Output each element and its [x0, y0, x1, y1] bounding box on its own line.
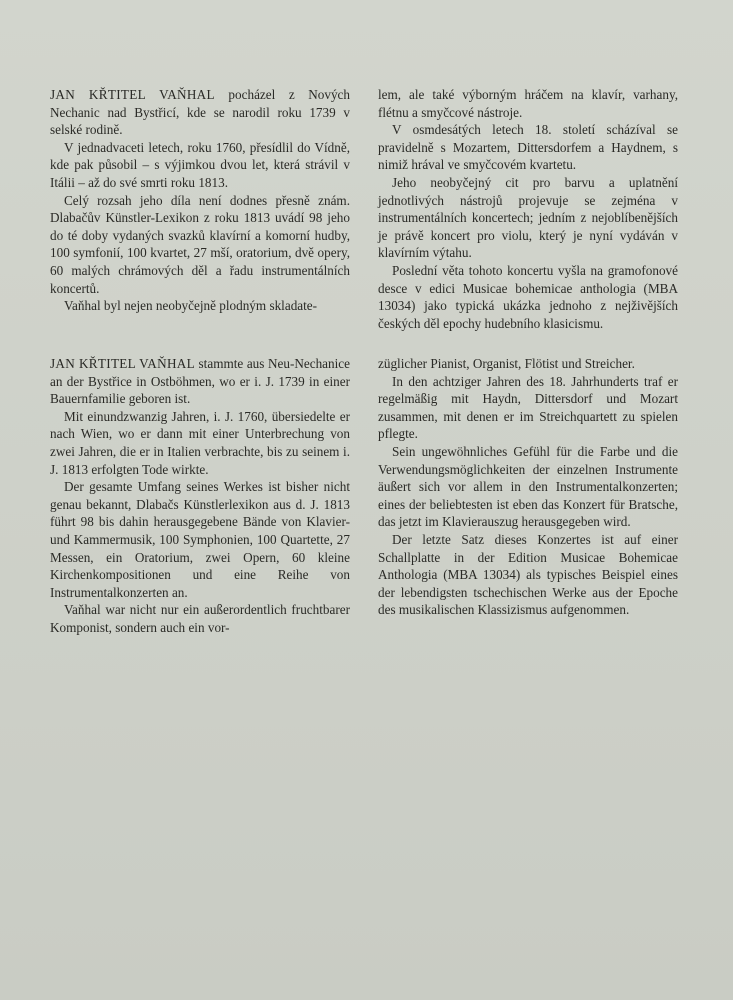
czech-paragraph-5: lem, ale také výborným hráčem na klavír, varhany, flétnu a smyčcové nástroje.: [378, 87, 678, 120]
german-paragraph-4: Vaňhal war nicht nur ein außerordentlich fruchtbarer Komponist, sondern auch ein vor-: [50, 602, 350, 635]
czech-left-column: [50, 86, 350, 315]
german-paragraph-2: Mit einundzwanzig Jahren, i. J. 1760, übersiedelte er nach Wien, wo er dann mit einer Unterbrechung von zwei Jahren, die er in Italien verbrachte, bis zu seinem i. J. 1813 erfolgten Tode wirkte.: [50, 408, 350, 477]
czech-paragraph-6: V osmdesátých letech 18. století scházíval se pravidelně s Mozartem, Dittersdorfem a Haydnem, s nimiž hrával ve smyčcovém kvartetu.: [378, 122, 678, 173]
german-right-column: [378, 355, 678, 619]
german-paragraph-6: In den achtziger Jahren des 18. Jahrhunderts traf er regelmäßig mit Haydn, Dittersdorf und Mozart zusammen, mit denen er im Streichquartett zu spielen pflegte.: [378, 373, 678, 442]
czech-paragraph-7: Jeho neobyčejný cit pro barvu a uplatnění jednotlivých nástrojů projevuje se zejména v instrumentálních koncertech; jedním z nejoblíbenějších je právě koncert pro violu, který je nyní vydáván v klavírním výtahu.: [378, 174, 678, 261]
czech-paragraph-4: Vaňhal byl nejen neobyčejně plodným skladate-: [64, 298, 318, 314]
german-paragraph-7: Sein ungewöhnliches Gefühl für die Farbe und die Verwendungsmöglichkeiten der einzelnen Instrumente äußert sich vor allem in den Instrumentalkonzerten; eines der beliebtesten ist eben das Konzert für Bratsche, das jetzt im Klavierauszug herausgegeben wird.: [378, 443, 678, 530]
czech-paragraph-2: V jednadvaceti letech, roku 1760, přesídlil do Vídně, kde pak působil – s výjimkou dvou let, která strávil v Itálii – až do své smrti roku 1813.: [50, 139, 350, 190]
german-paragraph-8: Der letzte Satz dieses Konzertes ist auf einer Schallplatte in der Edition Musicae Bohemicae Anthologia (MBA 13034) als typisches Beispiel eines der lebendigsten tschechischen Werke aus der Epoche des musikalischen Klassizismus aufgenommen.: [378, 531, 678, 618]
czech-paragraph-3: Celý rozsah jeho díla není dodnes přesně znám. Dlabačův Künstler-Lexikon z roku 1813 uvádí 98 jeho do té doby vydaných svazků klavírní a komorní hudby, 100 symfonií, 100 kvartet, 27 mší, oratorium, dvě opery, 60 malých chrámových děl a řadu instrumentálních koncertů.: [50, 192, 350, 296]
german-paragraph-5: züglicher Pianist, Organist, Flötist und Streicher.: [378, 356, 635, 371]
composer-name-german: JAN KŘTITEL VAŇHAL: [50, 356, 195, 371]
german-paragraph-1: JAN KŘTITEL VAŇHAL stammte aus Neu-Nechanice an der Bystřice in Ostböhmen, wo er i. J. 1739 in einer Bauernfamilie geboren ist.: [50, 356, 350, 407]
german-paragraph-3: Der gesamte Umfang seines Werkes ist bisher nicht genau bekannt, Dlabačs Künstlerlexikon aus d. J. 1813 führt 98 bis dahin herausgegebene Bände von Klavier- und Kammermusik, 100 Symphonien, 100 Quartette, 27 Messen, ein Oratorium, zwei Opern, 60 kleine Kirchenkompositionen und eine Reihe von Instrumentalkonzerten an.: [50, 479, 350, 600]
czech-right-column: [378, 86, 678, 332]
composer-name: JAN KŘTITEL VAŇHAL: [50, 87, 215, 102]
german-left-column: [50, 355, 350, 637]
czech-paragraph-1: JAN KŘTITEL VAŇHAL pocházel z Nových Nechanic nad Bystřicí, kde se narodil roku 1739 v selské rodině.: [50, 87, 350, 138]
czech-paragraph-8: Poslední věta tohoto koncertu vyšla na gramofonové desce v edici Musicae bohemicae anthologia (MBA 13034) jako typická ukázka jednoho z nejživějších českých děl epochy hudebního klasicismu.: [378, 262, 678, 331]
